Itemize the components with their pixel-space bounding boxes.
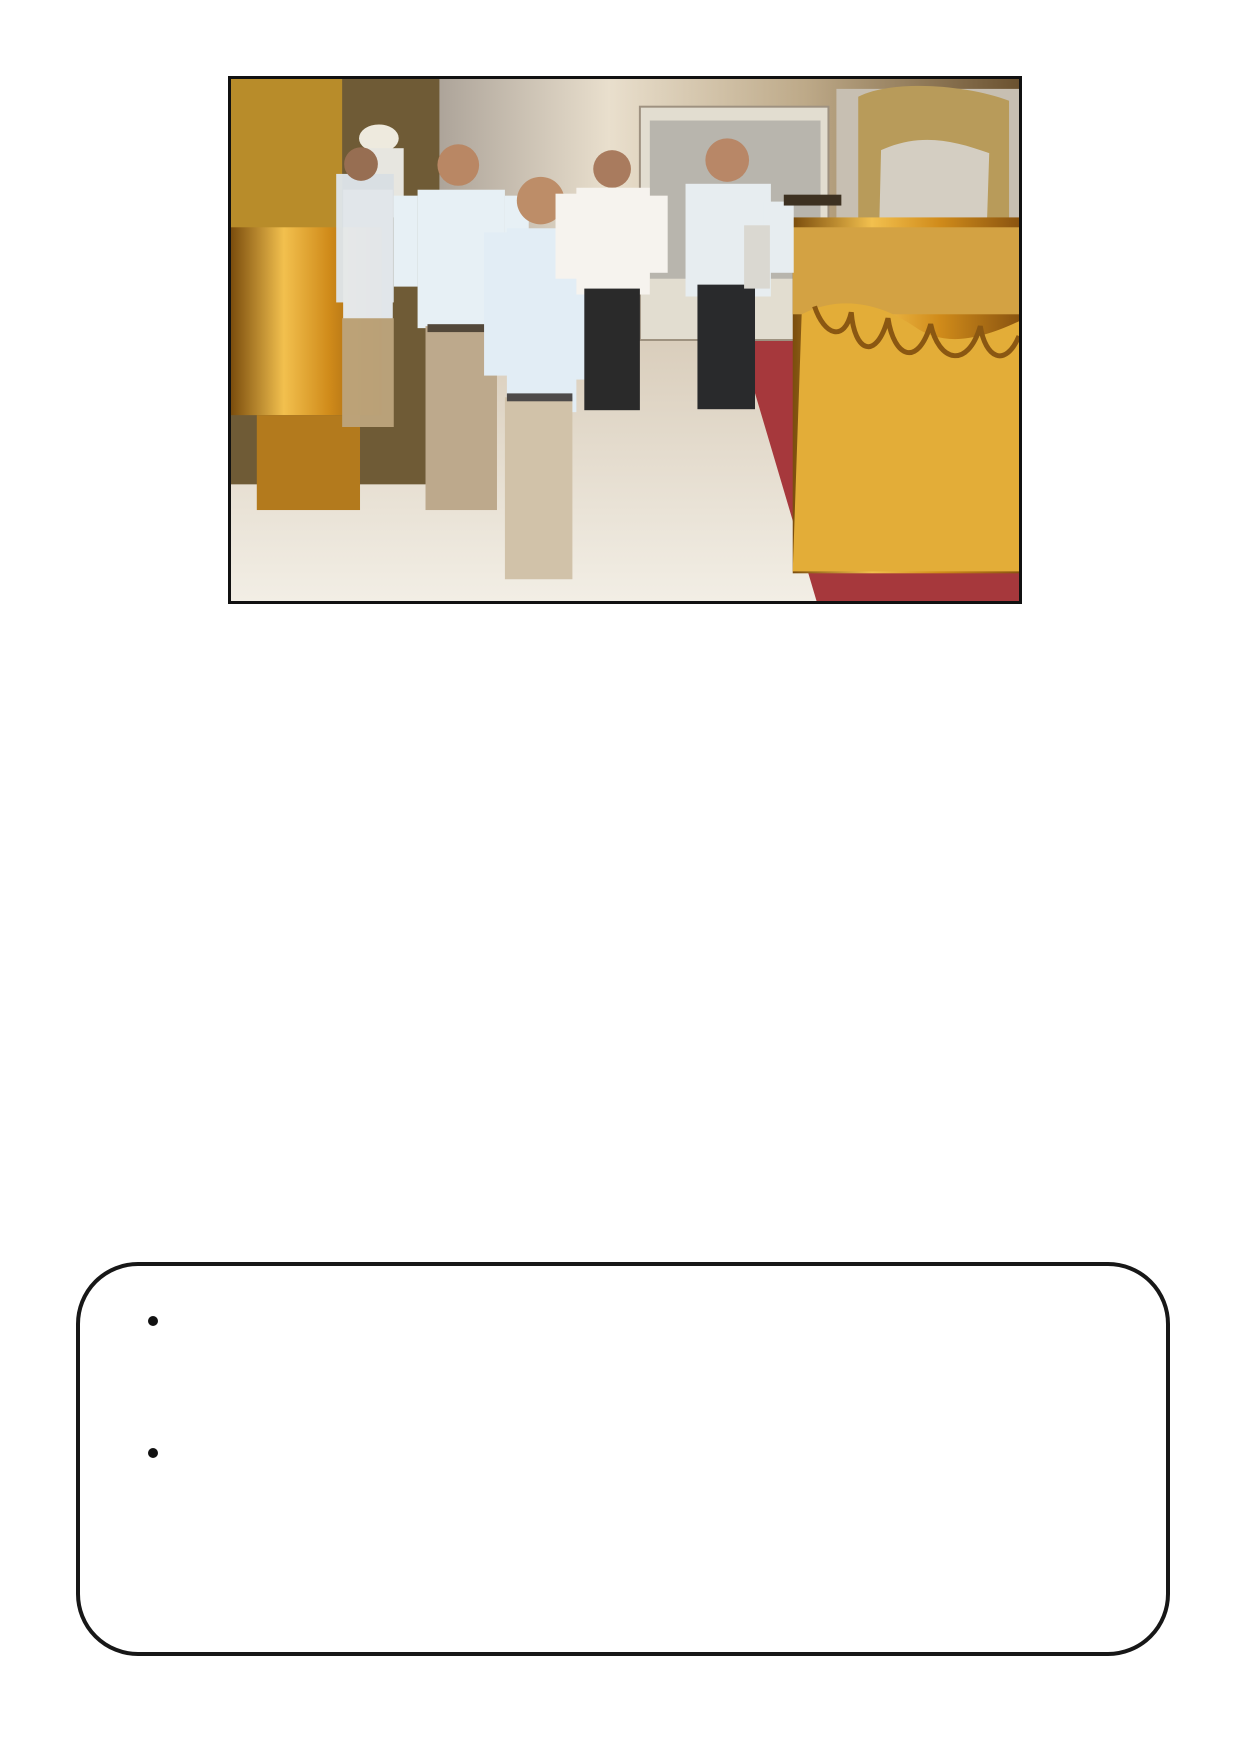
photo-caption bbox=[120, 614, 1120, 702]
bullet-dot-icon bbox=[148, 1448, 158, 1458]
page-number bbox=[80, 40, 160, 68]
summary-item-2 bbox=[142, 1432, 1112, 1548]
right-article-column bbox=[640, 740, 1145, 1030]
bullet-dot-icon bbox=[148, 1316, 158, 1326]
summary-list bbox=[80, 1266, 1166, 1548]
summary-box bbox=[76, 1262, 1170, 1656]
left-article-column bbox=[90, 740, 605, 1230]
summary-item-1 bbox=[142, 1300, 1112, 1416]
source-note bbox=[650, 1000, 1150, 1044]
inspection-photo-illustration bbox=[231, 79, 1019, 601]
inspection-photo bbox=[228, 76, 1022, 604]
